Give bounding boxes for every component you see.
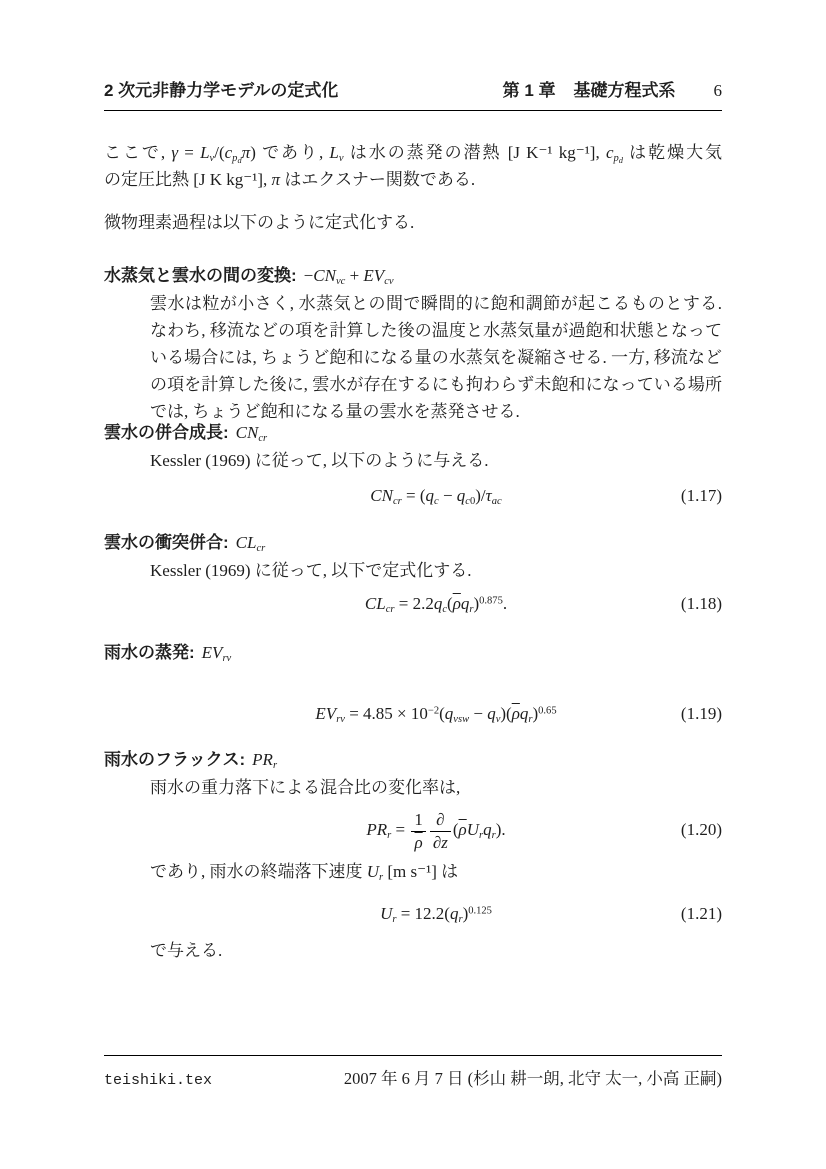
section-heading-vapor-cloud-conversion	[104, 263, 722, 289]
section-heading-math: $CL_{cr}$	[235, 533, 266, 555]
section-heading-math: $EV_{rv}$	[201, 643, 232, 665]
section-heading-label: 雲水の併合成長:	[104, 423, 229, 442]
text-line: の定圧比熱 [J K kg⁻¹], π はエクスナー関数である.	[104, 170, 476, 189]
section-heading-math: $-CN_{vc} + EV_{cv}$	[303, 266, 394, 288]
section-heading-label: 雨水のフラックス:	[104, 750, 246, 769]
page-number: 6	[713, 81, 722, 100]
equation-1-19-number: (1.19)	[680, 704, 722, 723]
section-heading-label: 雨水の蒸発:	[104, 643, 195, 662]
text-line: 雲水は粒が小さく, 水蒸気との間で瞬間的に飽和調節が起こるものとする.	[150, 294, 722, 313]
page-header	[104, 76, 722, 111]
section-heading-label: 雲水の衝突併合:	[104, 533, 229, 552]
section-heading-collection	[104, 530, 722, 556]
section-heading-rain-flux	[104, 747, 722, 773]
equation-1-18	[150, 587, 722, 621]
inline-math: π	[271, 170, 281, 189]
equation-1-21-number: (1.21)	[680, 904, 722, 923]
equation-1-20-math: $PR_r$ = $\frac{1}{\rho}$ $\frac{\partial}{\partial z}$ $(\overline{\rho}U_rq_r)$.	[366, 810, 506, 852]
equation-1-20	[150, 803, 722, 857]
text-line: では, ちょうど飽和になる量の雲水を蒸発させる.	[150, 402, 520, 421]
inline-math: $L_v$	[329, 143, 344, 165]
header-section-title: 基礎方程式系	[573, 81, 676, 100]
section-body-collection: Kessler (1969) に従って, 以下で定式化する.	[150, 561, 472, 580]
inline-math: $\gamma = L_v/(c_{p_d}\pi)$	[171, 143, 256, 166]
closing-sentence: で与える.	[150, 941, 223, 960]
equation-1-21-math: $U_r = 12.2(q_r)^{0.125}$	[380, 904, 492, 926]
page-footer	[104, 1055, 722, 1089]
microphysics-paragraph: 微物理素過程は以下のように定式化する.	[104, 213, 415, 232]
text-line: の項を計算した後に, 雲水が存在するにも拘わらず未飽和になっている場所	[150, 375, 722, 394]
equation-1-18-math: $CL_{cr} = 2.2q_c(\overline{\rho}q_r)^{0.875}$.	[364, 594, 508, 616]
footer-date-authors: 2007 年 6 月 7 日 (杉山 耕一朗, 北守 太一, 小高 正嗣)	[343, 1069, 722, 1088]
equation-1-17-number: (1.17)	[680, 486, 722, 505]
inline-math: $U_r$	[366, 862, 384, 884]
section-heading-math: $CN_{cr}$	[235, 423, 268, 445]
text-line: いる場合には, ちょうど飽和になる量の水蒸気を凝縮させる. 一方, 移流など	[150, 348, 722, 367]
header-right	[503, 76, 722, 101]
text-line: ここで, $\gamma = L_v/(c_{p_d}\pi)$ であり, $L_v$ は水の蒸発の潜熱 [J K⁻¹ kg⁻¹], $c_{p_d}$ は乾燥大気	[104, 143, 722, 166]
text-line: なわち, 移流などの項を計算した後の温度と水蒸気量が過飽和状態となって	[150, 321, 722, 340]
equation-1-17-math: $CN_{cr} = (q_c - q_{c0})/\tau_{ac}$	[370, 486, 502, 508]
equation-1-20-number: (1.20)	[680, 820, 722, 839]
equation-1-17	[150, 479, 722, 513]
section-heading-math: $PR_r$	[252, 750, 278, 772]
equation-1-21	[150, 897, 722, 931]
section-heading-label: 水蒸気と雲水の間の変換:	[104, 266, 297, 285]
equation-1-19-math: $EV_{rv} = 4.85 \times 10^{-2}(q_{vsw} - q_v)(\overline{\rho}q_r)^{0.65}$	[315, 704, 557, 726]
intro-paragraph	[104, 139, 722, 193]
section-body-autoconversion: Kessler (1969) に従って, 以下のように与える.	[150, 451, 489, 470]
inline-math: $c_{p_d}$	[605, 143, 623, 166]
section-body-rain-flux: 雨水の重力落下による混合比の変化率は,	[150, 778, 461, 797]
section-body-vapor-cloud-conversion	[150, 290, 722, 425]
footer-filename: teishiki.tex	[104, 1072, 213, 1089]
header-chapter: 第 1 章	[502, 81, 556, 100]
section-heading-rain-evaporation	[104, 640, 722, 666]
header-left-title: 2 次元非静力学モデルの定式化	[104, 81, 339, 100]
equation-1-18-number: (1.18)	[680, 594, 722, 613]
terminal-velocity-sentence: であり, 雨水の終端落下速度 $U_r$ [m s⁻¹] は	[150, 862, 459, 884]
section-heading-autoconversion	[104, 420, 722, 446]
equation-1-19	[150, 697, 722, 731]
